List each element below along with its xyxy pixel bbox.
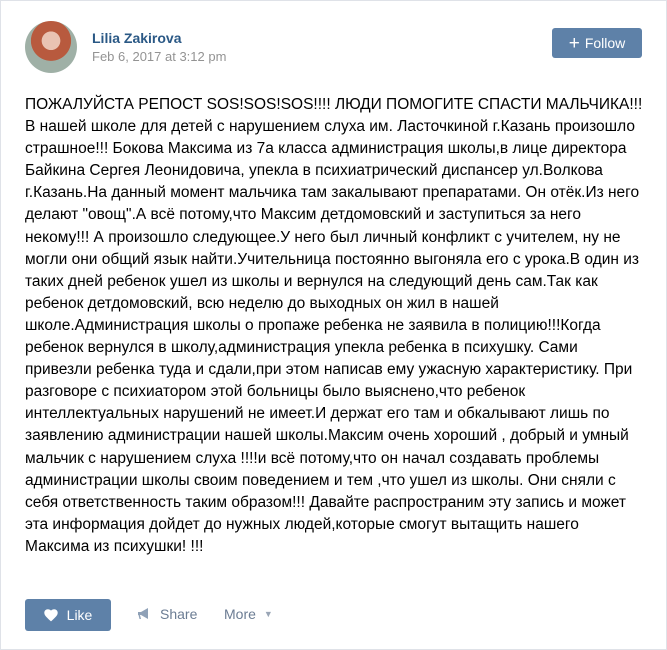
more-label: More bbox=[224, 606, 256, 622]
heart-icon bbox=[44, 609, 58, 622]
avatar[interactable] bbox=[25, 21, 77, 73]
like-label: Like bbox=[66, 607, 93, 623]
plus-icon: + bbox=[568, 32, 580, 54]
chevron-down-icon: ▼ bbox=[263, 609, 273, 619]
post-actions bbox=[25, 599, 642, 633]
post-header bbox=[25, 21, 642, 77]
share-label: Share bbox=[160, 606, 198, 622]
more-button[interactable] bbox=[224, 606, 273, 622]
like-button[interactable] bbox=[25, 599, 111, 631]
megaphone-icon bbox=[137, 607, 152, 621]
share-button[interactable] bbox=[137, 606, 197, 622]
follow-label: Follow bbox=[584, 35, 626, 51]
post-text: ПОЖАЛУЙСТА РЕПОСТ SOS!SOS!SOS!!!! ЛЮДИ ПОМОГИТЕ СПАСТИ МАЛЬЧИКА!!! В нашей школе для детей с нарушением слуха им. Ласточкиной г.Казань произошло страшное!!! Бокова Максима из 7а класса администрация школы,в лице директора Байкина Сергея Леонидовича, упекла в психиатрический диспансер ул.Волкова г.Казань.На данный момент мальчика там закалывают препаратами. Он отёк.Из него делают "овощ".А всё потому,что Максим детдомовский и заступиться за него некому!!! А произошло следующее.У него был личный конфликт с учителем, ну не могли они общий язык найти.Учительница постоянно выгоняла его с урока.В один из таких дней ребенок ушел из школы и вернулся на следующий день сам.Так как ребенок детдомовский, всю неделю до выходных он жил в нашей школе.Администрация школы о пропаже ребенка не заявила в полицию!!!Когда ребенок вернулся в школу,администрация упекла ребенка в психушку. Сами привезли ребенка туда и сдали,при этом написав ему ужасную характеристику. При разговоре с психиатором этой больницы было выяснено,что ребенок интеллектуальных нарушений не имеет.И держат его там и обкалывают лишь по заявлению администрации нашей школы.Максим очень хороший , добрый и умный мальчик с нарушением слуха !!!!и всё потому,что он начал создавать проблемы администрации школы своим поведением и тем ,что ушел из школы. Они сняли с себя ответственность таким образом!!! Давайте распространим эту запись и может эта информация дойдет до нужных людей,которые смогут вытащить нашего Максима из психушки! !!! bbox=[25, 96, 643, 555]
author-name[interactable]: Lilia Zakirova bbox=[92, 30, 182, 46]
post-date[interactable]: Feb 6, 2017 at 3:12 pm bbox=[92, 49, 227, 64]
follow-button[interactable] bbox=[552, 28, 642, 58]
